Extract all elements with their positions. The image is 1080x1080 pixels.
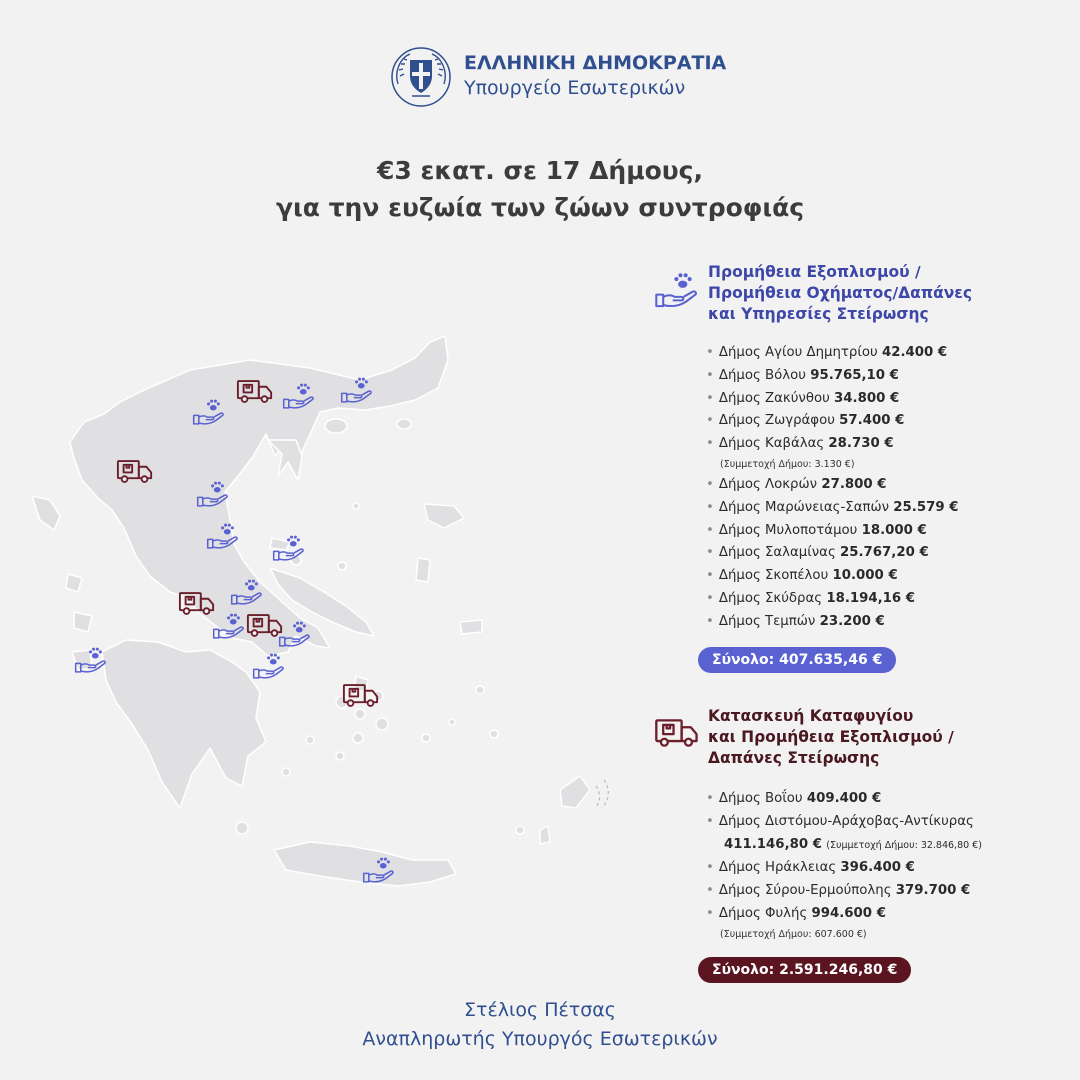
list-item: • Δήμος Φυλής 994.600 € [706,905,886,921]
bullet: • [706,522,714,538]
amount: 23.200 € [819,613,885,629]
header [390,44,727,114]
minister-role: Αναπληρωτής Υπουργός Εσωτερικών [362,1028,718,1050]
amount: 28.730 € [828,436,894,452]
municipality-name: Δήμος Σκύδρας [718,590,823,606]
municipality-name: Δήμος Καβάλας [718,436,825,452]
amount: 25.579 € [893,499,959,515]
bullet: • [706,545,714,561]
bullet: • [706,345,714,360]
amount: 27.800 € [821,476,887,492]
amount: 10.000 € [832,568,898,584]
municipality-name: Δήμος Μαρώνειας-Σαπών [718,499,890,515]
amount: 409.400 € [806,791,882,806]
paw-hand-icon-agios-dimitrios [254,654,283,678]
equipment-heading-line: Προμήθεια Οχήματος/Δαπάνες [708,284,973,302]
municipality-name: Δήμος Ηράκλειας [718,860,837,876]
bullet: • [706,476,714,492]
bullet: • [706,436,714,452]
contribution-note: (Συμμετοχή Δήμου: 3.130 €) [720,458,855,470]
list-item [706,565,958,588]
amount: 95.765,10 € [810,367,899,383]
list-item-continuation [724,834,982,858]
list-item: • Δήμος Σύρου-Ερμούπολης 379.700 € [706,883,971,899]
amount: 396.400 € [840,860,915,876]
shelter-list [706,788,982,944]
list-item [706,611,958,634]
equipment-list [706,342,958,634]
municipality-name: Δήμος Σαλαμίνας [718,545,836,561]
bullet: • [706,499,714,515]
contribution-note: (Συμμετοχή Δήμου: 607.600 €) [720,928,867,940]
shelter-heading-line: Κατασκευή Καταφυγίου [708,707,914,725]
amount: 18.194,16 € [826,590,916,606]
government-name: ΕΛΛΗΝΙΚΗ ΔΗΜΟΚΡΑΤΙΑ [464,52,727,74]
list-item [706,474,958,497]
amount: 411.146,80 € [724,836,822,852]
amount: 57.400 € [839,413,905,429]
shelter-heading-line: και Προμήθεια Εξοπλισμού / [708,728,954,746]
municipality-name: Δήμος Διστόμου-Αράχοβας-Αντίκυρας [718,813,974,829]
shelter-heading [708,706,954,769]
municipality-name: Δήμος Τεμπών [718,613,816,629]
municipality-name: Δήμος Λοκρών [718,476,818,492]
municipality-name: Δήμος Φυλής [718,905,808,921]
list-item [706,542,958,565]
amount: 18.000 € [861,522,927,538]
list-item: • Δήμος Διστόμου-Αράχοβας-Αντίκυρας [706,813,974,829]
footer [0,996,1080,1054]
list-item [706,365,958,388]
list-item [706,342,958,365]
shelter-total-badge: Σύνολο: 2.591.246,80 € [698,957,911,983]
municipality-name: Δήμος Μυλοποτάμου [718,522,858,538]
list-item [706,433,958,456]
bullet: • [706,413,714,429]
list-item: • Δήμος Ηράκλειας 396.400 € [706,860,915,876]
contribution-note: (Συμμετοχή Δήμου: 32.846,80 €) [826,839,982,851]
equipment-heading-line: και Υπηρεσίες Στείρωσης [708,305,929,323]
bullet: • [706,568,714,584]
hand-paw-icon [654,266,700,312]
title-line-2: για την ευζωία των ζώων συντροφιάς [275,193,805,222]
list-item [706,520,958,543]
list-item [706,388,958,411]
peloponnese-region [102,640,266,808]
list-item [706,410,958,433]
title-line-1: €3 εκατ. σε 17 Δήμους, [376,156,703,185]
municipality-name: Δήμος Σκοπέλου [718,568,829,584]
amount: 379.700 € [895,883,971,899]
bullet: • [706,613,714,629]
municipality-name: Δήμος Βοΐου [718,791,803,806]
greek-coat-of-arms-logo [390,46,452,108]
shelter-heading-line: Δαπάνες Στείρωσης [708,749,880,767]
page-title [0,152,1080,226]
list-item [706,588,958,611]
crete-region [274,842,456,886]
equipment-heading-line: Προμήθεια Εξοπλισμού / [708,263,921,281]
minister-name: Στέλιος Πέτσας [464,999,616,1021]
municipality-name: Δήμος Σύρου-Ερμούπολης [718,883,892,899]
greece-map [20,330,640,910]
list-item: • Δήμος Βοΐου 409.400 € [706,791,882,806]
amount: 994.600 € [811,905,886,921]
bullet: • [706,390,714,406]
list-item [706,497,958,520]
municipality-name: Δήμος Αγίου Δημητρίου [718,345,878,360]
equipment-total-badge: Σύνολο: 407.635,46 € [698,647,896,673]
municipality-name: Δήμος Ζακύνθου [718,390,830,406]
municipality-name: Δήμος Βόλου [718,367,806,383]
truck-box-icon [654,710,700,756]
bullet: • [706,367,714,383]
amount: 25.767,20 € [839,545,929,561]
amount: 34.800 € [834,390,900,406]
municipality-name: Δήμος Ζωγράφου [718,413,835,429]
equipment-heading [708,262,972,325]
ministry-name: Υπουργείο Εσωτερικών [464,77,686,99]
bullet: • [706,590,714,606]
amount: 42.400 € [881,345,948,360]
